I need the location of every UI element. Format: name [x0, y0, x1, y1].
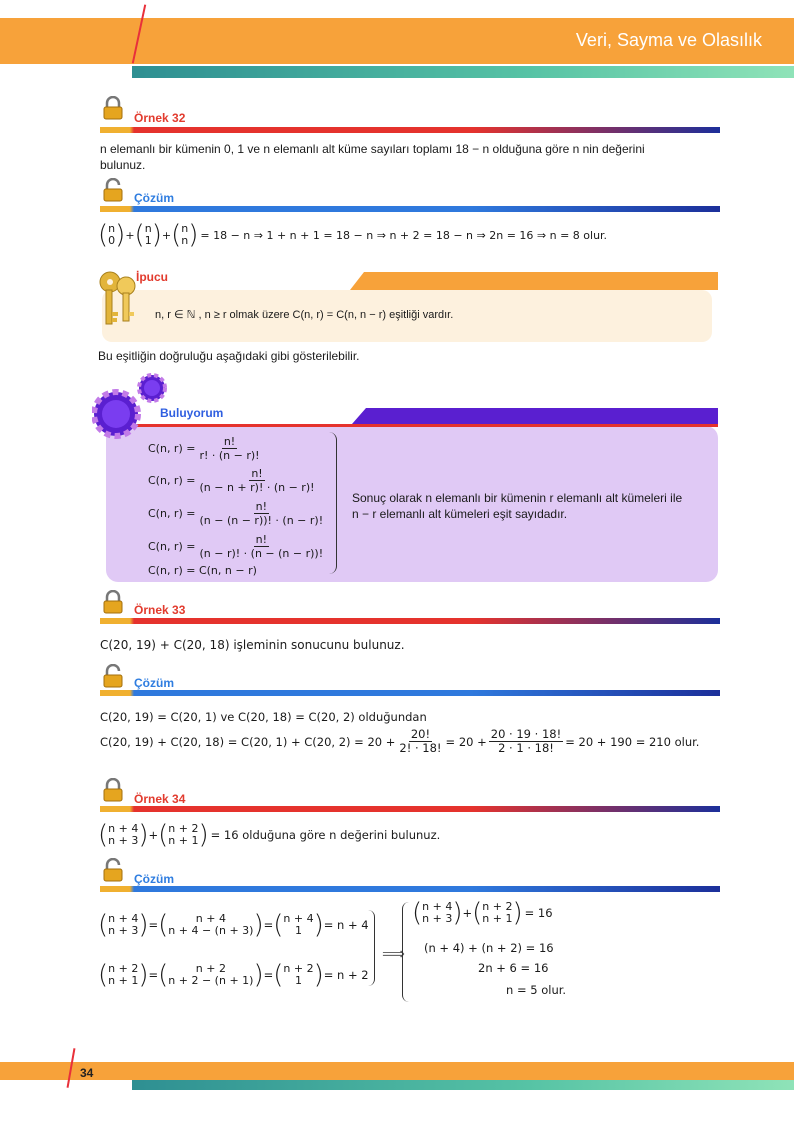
example-33-title: Örnek 33: [134, 603, 186, 617]
example-33-problem: C(20, 19) + C(20, 18) işleminin sonucunu bulunuz.: [100, 638, 405, 652]
right-brace: [328, 432, 337, 574]
solution-32-title: Çözüm: [134, 191, 174, 205]
finding-band: [352, 408, 718, 424]
padlock-icon: [102, 96, 122, 114]
padlock-icon: [102, 858, 122, 876]
intro-text: Bu eşitliğin doğruluğu aşağıdaki gibi gösterilebilir.: [98, 349, 360, 363]
solution-32-equation: ( n 0 ) + ( n 1 ) + ( n n ) = 18 − n ⇒ 1 + n + 1 = 18 − n ⇒ n + 2 = 18 − n ⇒ 2n = 16 ⇒ n = 8 olur.: [98, 220, 608, 250]
finding-title: Buluyorum: [160, 406, 224, 420]
padlock-icon: [102, 590, 122, 608]
padlock-icon: [102, 178, 122, 196]
footer-gradient-strip: [132, 1080, 794, 1090]
solution-34-left: ( n + 4 n + 3 ) = ( n + 4 n + 4 − (n + 3) ) = ( n + 4 1 ) = n + 4 ( n + 2 n + 1 ) = ( n + 2 n + 2 − (n + 1) ) = ( n + 2 1 ) = n + 2: [98, 910, 369, 990]
left-brace: [402, 902, 409, 1002]
page-number: 34: [80, 1066, 94, 1080]
section-divider: [100, 690, 720, 696]
finding-conclusion: Sonuç olarak n elemanlı bir kümenin r elemanlı alt kümeleri ile: [352, 491, 683, 505]
finding-derivation: C(n, r) = $\frac{n!}{r! \cdot (n - r)!}$ C(n, r) = $\frac{n!}{(n - n + r)! \cdot (n - r)!}$ C(n, r) = $\frac{n!}{(n - (n - r))! \cdot (n - r)!}$ C(n, r) = $\frac{n!}{(n - r)! \cdot (n - (n - r))!}$ C(n, r) = C(n, n − r): [148, 434, 324, 577]
tip-text: n, r ∈ ℕ , n ≥ r olmak üzere C(n, r) = C(n, n − r) eşitliği vardır.: [155, 309, 454, 321]
header-gradient-strip: [132, 66, 794, 78]
section-divider: [100, 806, 720, 812]
solution-33-line1: C(20, 19) = C(20, 1) ve C(20, 18) = C(20, 2) olduğundan: [100, 710, 427, 724]
solution-34-eq1: ( n + 4 n + 3 ) + ( n + 2 n + 1 ) = 16: [412, 898, 553, 928]
right-brace: [368, 910, 375, 986]
chapter-title: Veri, Sayma ve Olasılık: [575, 30, 762, 50]
finding-conclusion-cont: n − r elemanlı alt kümeleri eşit sayıdadır.: [352, 507, 568, 521]
footer-band: [0, 1062, 794, 1080]
example-32-problem-cont: bulunuz.: [100, 158, 146, 172]
section-divider: [100, 127, 720, 133]
solution-33-title: Çözüm: [134, 676, 174, 690]
solution-34-title: Çözüm: [134, 872, 174, 886]
section-divider: [100, 206, 720, 212]
example-32-problem: n elemanlı bir kümenin 0, 1 ve n elemanlı alt küme sayıları toplamı 18 − n olduğuna göre n nin değerini: [100, 142, 645, 156]
example-34-title: Örnek 34: [134, 792, 186, 806]
padlock-icon: [102, 778, 122, 796]
solution-34-eq2: (n + 4) + (n + 2) = 16: [424, 941, 554, 955]
section-divider: [100, 618, 720, 624]
solution-34-eq3: 2n + 6 = 16: [478, 961, 549, 975]
padlock-icon: [102, 664, 122, 682]
finding-divider: [130, 424, 718, 427]
example-34-problem: ( n + 4 n + 3 ) + ( n + 2 n + 1 ) = 16 olduğuna göre n değerini bulunuz.: [98, 820, 441, 850]
section-divider: [100, 886, 720, 892]
tip-band: [350, 272, 718, 290]
tip-title: İpucu: [136, 270, 168, 284]
example-32-title: Örnek 32: [134, 111, 186, 125]
solution-33-line2: C(20, 19) + C(20, 18) = C(20, 1) + C(20, 2) = 20 + $\frac{20!}{2! \cdot 18!}$ = 20 + $\frac{20 \cdot 19 \cdot 18!}{2 \cdot 1 \cdot 18!}$ = 20 + 190 = 210 olur.: [100, 727, 700, 755]
implies-arrow: ⟹: [382, 944, 405, 963]
solution-34-eq4: n = 5 olur.: [506, 983, 567, 997]
